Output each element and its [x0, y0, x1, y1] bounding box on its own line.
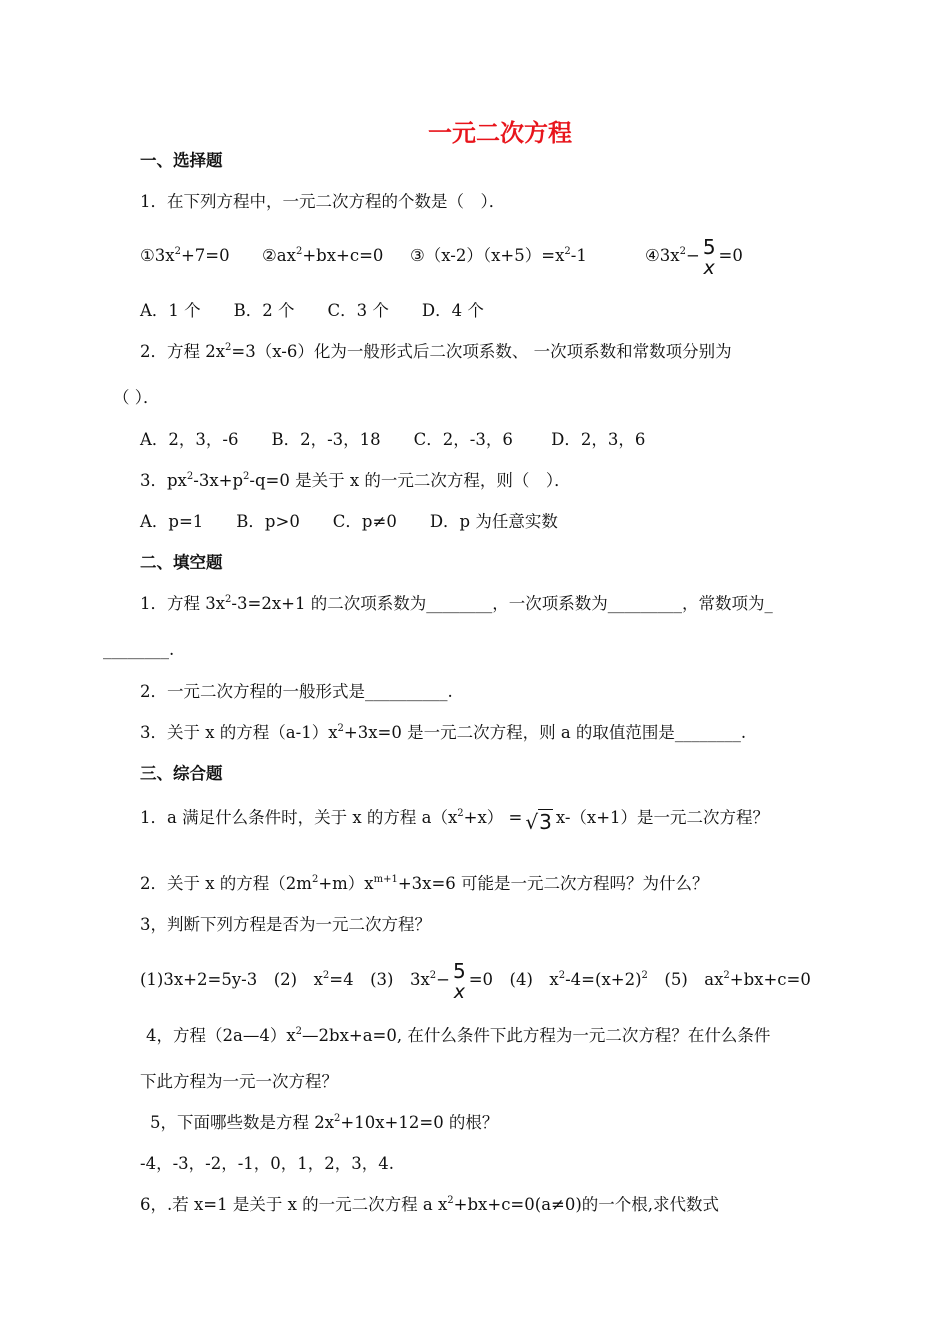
q2-stem: 2．方程 $2x^2=3(x-6)$化为一般形式后二次项系数、 一次项系数和常数项分别为: [140, 342, 732, 361]
comp-5: 5，下面哪些数是方程 $2x^2+10x+12=0$ 的根？: [150, 1113, 499, 1132]
comp-3-items: (1)3x+2=5y-3 (2) $x^2=4$ (3) $3x^2-$ 5 x =0 (4) $x^2-4=(x+2)^2$ (5) $ax^2+bx+c=0$: [140, 958, 811, 1003]
comp-6: 6，.若 x=1 是关于 x 的一元二次方程 a $x^2+bx+c=0(a\ne 0)$的一个根,求代数式: [140, 1195, 720, 1214]
q3-choices: A．p=1 B．p>0 C．p≠0 D．p 为任意实数: [140, 512, 558, 531]
comp-4: 4，方程$(2a—4)x^2—2bx+a=0$, 在什么条件下此方程为一元二次方程？在什么条件: [146, 1026, 771, 1045]
section-heading-comprehensive: 三、综合题: [140, 764, 223, 783]
document-title: 一元二次方程: [428, 119, 572, 147]
q3-stem: 3．$px^2-3x+p^2-q=0$ 是关于 x 的一元二次方程，则（ ）．: [140, 471, 571, 490]
comp-3-stem: 3，判断下列方程是否为一元二次方程？: [140, 915, 431, 934]
comp-5-values: -4，-3，-2，-1，0，1，2，3，4.: [140, 1154, 395, 1173]
q2-stem-continued: （ ）．: [113, 388, 160, 407]
fraction: 5 x: [452, 958, 466, 1003]
fill-2: 2．一元二次方程的一般形式是__________.: [140, 682, 453, 701]
fill-1-continued: ________.: [103, 640, 175, 659]
section-heading-fill: 二、填空题: [140, 553, 223, 572]
comp-1: 1．a 满足什么条件时，关于 x 的方程 $a(x^2+x) = √3$ x-（x+1）是一元二次方程？: [140, 808, 770, 834]
q1-option-2: $②ax^2+bx+c=0$: [262, 246, 384, 265]
fill-3: 3．关于 x 的方程$(a-1)x^2+3x=0$ 是一元二次方程，则 a 的取值范围是________.: [140, 723, 747, 742]
q1-option-3: $③(x-2)(x+5)=x^2-1$: [410, 246, 587, 265]
comp-2: 2．关于 x 的方程$(2m^2+m)x^{m+1}+3x=6$ 可能是一元二次方程吗？为什么？: [140, 874, 709, 893]
comp-4-continued: 下此方程为一元一次方程？: [140, 1072, 338, 1091]
section-heading-choice: 一、选择题: [140, 151, 223, 170]
q1-option-1: $①3x^2+7=0$: [140, 246, 230, 265]
square-root: √3: [525, 810, 552, 834]
fill-1: 1．方程 $3x^2-3=2x+1$ 的二次项系数为________，一次项系数为_________，常数项为_: [140, 594, 773, 613]
q2-choices: A．2，3，-6 B．2，-3，18 C．2，-3，6 D．2，3，6: [140, 430, 646, 449]
q1-option-4: $④3x^2-$ 5 x =0: [645, 234, 743, 279]
q1-choices: A．1 个 B．2 个 C．3 个 D．4 个: [140, 301, 484, 320]
q1-stem: 1．在下列方程中，一元二次方程的个数是（ ）．: [140, 192, 506, 211]
fraction: 5 x: [702, 234, 716, 279]
